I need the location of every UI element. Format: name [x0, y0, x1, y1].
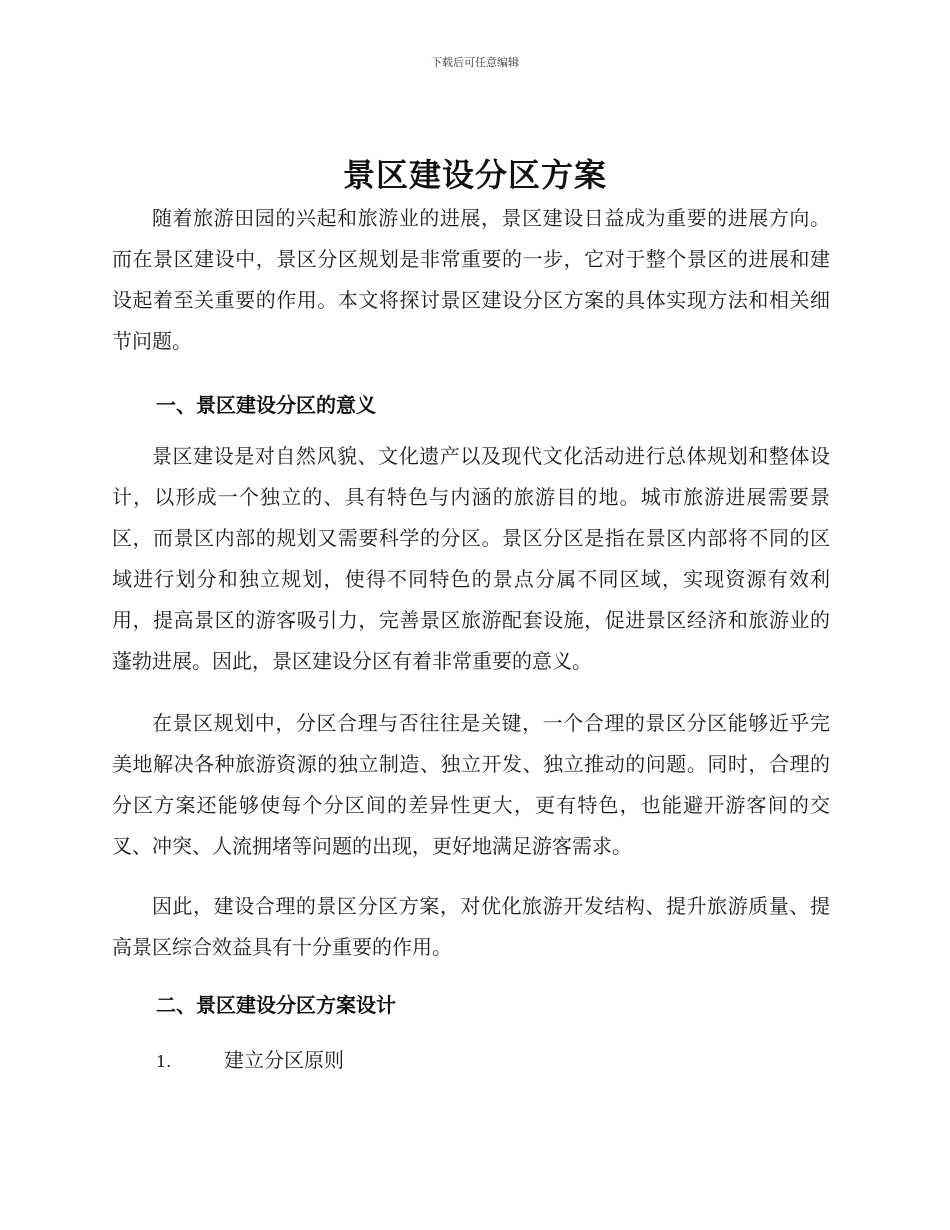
- body-paragraph: 景区建设是对自然风貌、文化遗产以及现代文化活动进行总体规划和整体设计，以形成一个独立的、具有特色与内涵的旅游目的地。城市旅游进展需要景区，而景区内部的规划又需要科学的分区。景区分区是指在景区内部将不同的区域进行划分和独立规划，使得不同特色的景点分属不同区域，实现资源有效利用，提高景区的游客吸引力，完善景区旅游配套设施，促进景区经济和旅游业的蓬勃进展。因此，景区建设分区有着非常重要的意义。: [112, 444, 830, 673]
- section-heading-2: 二、景区建设分区方案设计: [156, 993, 396, 1017]
- intro-paragraph: 随着旅游田园的兴起和旅游业的进展，景区建设日益成为重要的进展方向。而在景区建设中，景区分区规划是非常重要的一步，它对于整个景区的进展和建设起着至关重要的作用。本文将探讨景区建设分区方案的具体实现方法和相关细节问题。: [112, 206, 830, 353]
- list-item-text: 建立分区原则: [224, 1048, 344, 1072]
- list-item: [156, 1044, 344, 1073]
- body-paragraph: 因此，建设合理的景区分区方案，对优化旅游开发结构、提升旅游质量、提高景区综合效益具有十分重要的作用。: [112, 894, 830, 959]
- document-title: 景区建设分区方案: [342, 156, 607, 194]
- body-paragraph: 在景区规划中，分区合理与否往往是关键，一个合理的景区分区能够近乎完美地解决各种旅游资源的独立制造、独立开发、独立推动的问题。同时，合理的分区方案还能够使每个分区间的差异性更大，更有特色，也能避开游客间的交叉、冲突、人流拥堵等问题的出现，更好地满足游客需求。: [112, 711, 830, 858]
- section-heading-1: 一、景区建设分区的意义: [156, 393, 376, 417]
- list-item-number: 1.: [156, 1052, 172, 1071]
- header-note: 下载后可任意编辑: [431, 56, 519, 69]
